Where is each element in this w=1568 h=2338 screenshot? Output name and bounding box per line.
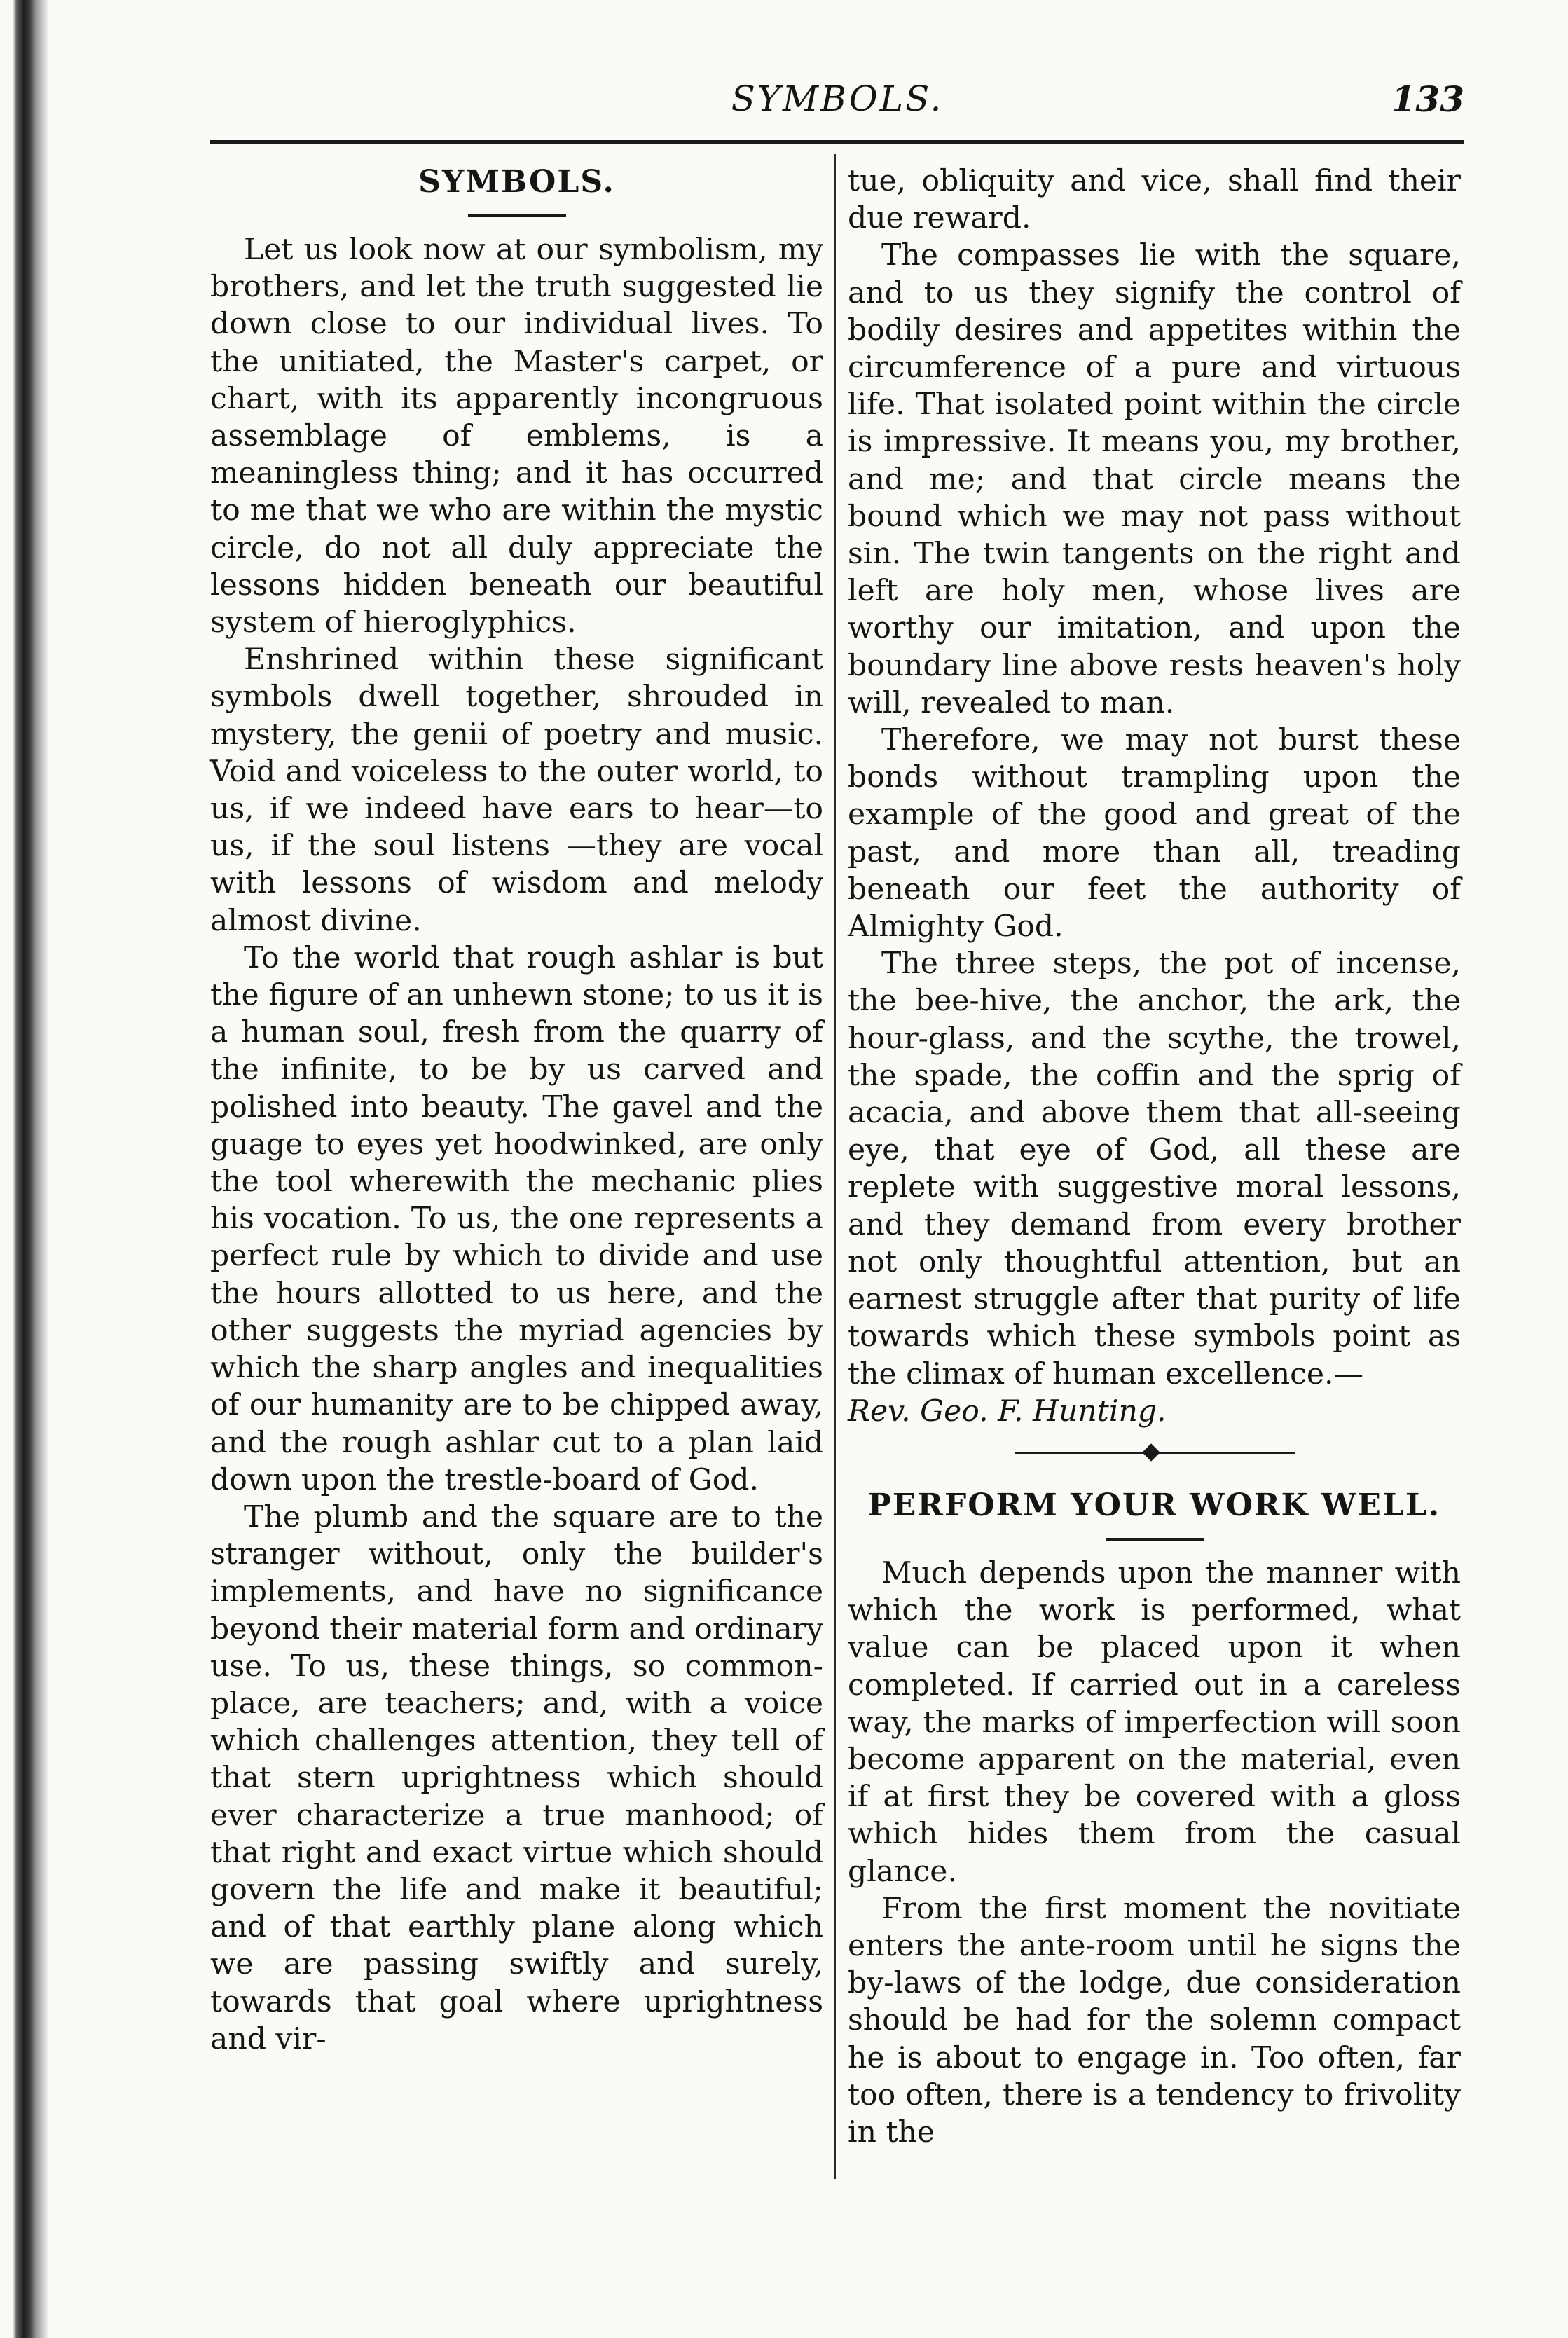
- symbols-attribution: Rev. Geo. F. Hunting.: [848, 1394, 1167, 1429]
- right-column: [848, 163, 1461, 2151]
- header-rule: [210, 140, 1464, 144]
- left-column: [210, 163, 823, 2058]
- symbols-paragraph-6: Therefore, we may not burst these bonds without trampling upon the example of the good and great of the past, and more than all, treading beneath our feet the authority of Almighty God.: [848, 723, 1461, 944]
- section-divider-ornament: [1015, 1445, 1295, 1459]
- page-header: [210, 64, 1464, 128]
- symbols-paragraph-5: The compasses lie with the square, and to us they signify the control of bodily desires and appetites within the circumference of a pure and virtuous life. That isolated point within the circle is impressive. It means you, my brother, and me; and that circle means the bound which we may not pass without sin. The twin tangents on the right and left are holy men, whose lives are worthy our imitation, and upon the boundary line above rests heaven's holy will, revealed to man.: [848, 238, 1461, 720]
- symbols-paragraph-3: To the world that rough ashlar is but the figure of an unhewn stone; to us it is a human soul, fresh from the quarry of the infinite, to be by us carved and polished into beauty. The gavel and the guage to eyes yet hoodwinked, are only the tool wherewith the mechanic plies his vocation. To us, the one represents a perfect rule by which to divide and use the hours allotted to us here, and the other suggests the myriad agencies by which the sharp angles and inequalities of our humanity are to be chipped away, and the rough ashlar cut to a plan laid down upon the trestle-board of God.: [210, 940, 823, 1497]
- perform-paragraph-2: From the first moment the novitiate enters the ante-room until he signs the by-laws of the lodge, due consideration should be had for the solemn compact he is about to engage in. Too often, far too often, there is a tendency to frivolity in the: [848, 1891, 1461, 2150]
- symbols-paragraph-7: The three steps, the pot of incense, the bee-hive, the anchor, the ark, the hour-glass, and the scythe, the trowel, the spade, the coffin and the sprig of acacia, and above them that all-seeing eye, that eye of God, all these are replete with suggestive moral lessons, and they demand from every brother not only thoughtful attention, but an earnest struggle after that purity of life towards which these symbols point as the climax of human excellence.—: [848, 947, 1461, 1391]
- running-head: SYMBOLS.: [731, 78, 944, 119]
- perform-title: PERFORM YOUR WORK WELL.: [867, 1487, 1441, 1523]
- page-number: 133: [1391, 78, 1464, 120]
- symbols-paragraph-4: The plumb and the square are to the stranger without, only the builder's implements, and have no significance beyond their material form and ordinary use. To us, these things, so common-place, are teachers; and, with a voice which challenges attention, they tell of that stern uprightness which should ever characterize a true manhood; of that right and exact virtue which should govern the life and make it beautiful; and of that earthly plane along which we are passing swiftly and surely, towards that goal where uprightness and vir-: [210, 1499, 823, 2056]
- perform-paragraph-1: Much depends upon the manner with which the work is performed, what value can be placed upon it when completed. If carried out in a careless way, the marks of imperfection will soon become apparent on the material, even if at first they be covered with a gloss which hides them from the casual glance.: [848, 1555, 1461, 1889]
- symbols-paragraph-continued: tue, obliquity and vice, shall find their due reward.: [848, 164, 1461, 236]
- symbols-paragraph-1: Let us look now at our symbolism, my brothers, and let the truth suggested lie down close to our individual lives. To the unitiated, the Master's carpet, or chart, with its apparently incongruous assemblage of emblems, is a meaningless thing; and it has occurred to me that we who are within the mystic circle, do not all duly appreciate the lessons hidden beneath our beautiful system of hieroglyphics.: [210, 233, 823, 640]
- symbols-title: SYMBOLS.: [418, 164, 615, 200]
- book-binding-edge: [0, 0, 56, 2338]
- title-rule: [468, 214, 566, 217]
- symbols-paragraph-2: Enshrined within these significant symbols dwell together, shrouded in mystery, the genii of poetry and music. Void and voiceless to the outer world, to us, if we indeed have ears to hear—to us, if the soul listens —they are vocal with lessons of wisdom and melody almost divine.: [210, 642, 823, 938]
- column-divider: [834, 154, 836, 2179]
- perform-title-rule: [1106, 1538, 1204, 1541]
- ornament-diamond-icon: [1142, 1443, 1160, 1461]
